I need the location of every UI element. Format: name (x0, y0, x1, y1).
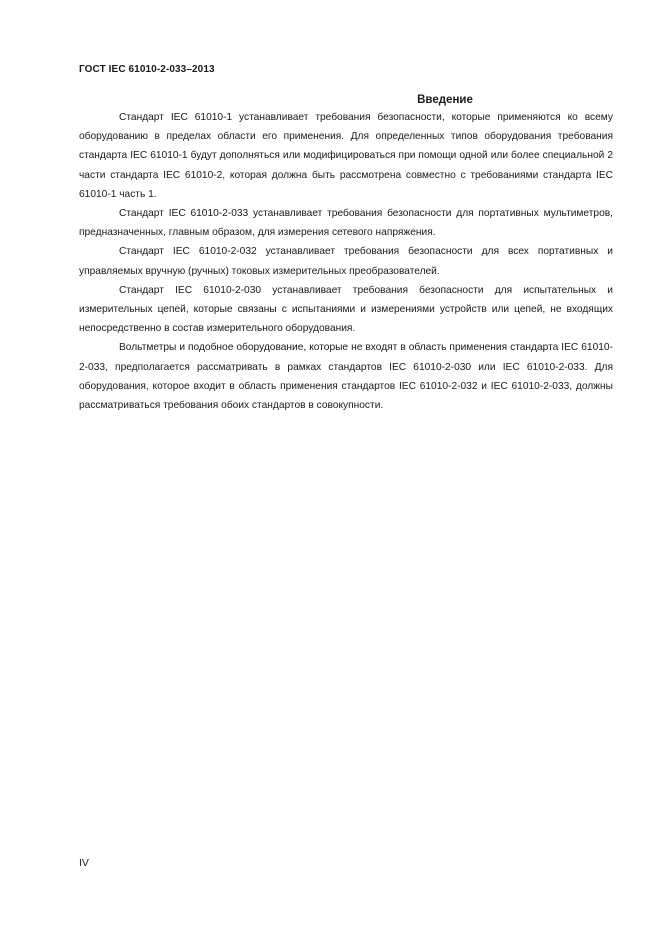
document-body (79, 108, 613, 415)
paragraph-4: Стандарт IEC 61010-2-030 устанавливает требования безопасности для испытательных и измерительных цепей, которые связаны с испытаниями и измерениями устройств или цепей, не входящих непосредственно в состав измерительного оборудования. (79, 284, 613, 335)
document-code-header: ГОСТ IEC 61010-2-033–2013 (79, 64, 215, 75)
paragraph-5: Вольтметры и подобное оборудование, которые не входят в область применения стандарта IEC 61010-2-033, предполагается рассматривать в рамках стандартов IEC 61010-2-030 или IEC 61010-2-033. Для оборудования, которое входит в область применения стандартов IEC 61010-2-032 и IEC 61010-2-033, должны рассматриваться требования обоих стандартов в совокупности. (79, 342, 613, 412)
section-title (79, 94, 613, 106)
section-title-text: Введение (417, 94, 473, 106)
paragraph-2: Стандарт IEC 61010-2-033 устанавливает требования безопасности для портативных мультиметров, предназначенных, главным образом, для измерения сетевого напряжения. (79, 208, 613, 239)
page-number: IV (79, 857, 89, 869)
paragraph-1: Стандарт IEC 61010-1 устанавливает требования безопасности, которые применяются ко всему оборудованию в пределах области его применения. Для определенных типов оборудования требования стандарта IEC 61010-1 будут дополняться или модифицироваться при помощи одной или более специальной 2 части стандарта IEC 61010-2, которая должна быть рассмотрена совместно с требованиями стандарта IEC 61010-1 часть 1. (79, 112, 613, 200)
paragraph-3: Стандарт IEC 61010-2-032 устанавливает требования безопасности для всех портативных и управляемых вручную (ручных) токовых измерительных преобразователей. (79, 246, 613, 277)
